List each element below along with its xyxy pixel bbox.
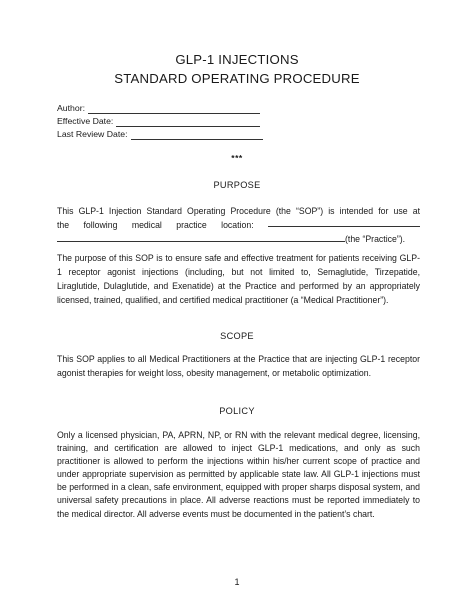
purpose-heading: PURPOSE: [213, 180, 261, 190]
last-review-date-label: Last Review Date:: [57, 129, 128, 139]
last-review-date-field: [57, 129, 263, 140]
word: practice: [176, 220, 207, 231]
document-subtitle: STANDARD OPERATING PROCEDURE: [114, 71, 360, 86]
last-review-date-blank-line: [131, 131, 263, 140]
purpose-paragraph-2: The purpose of this SOP is to ensure safe and effective treatment for patients receiving GLP-1 receptor agonist injections (including, but not limited to, Semaglutide, Tirzepatide, Liraglutide, Dulaglutide, and Exenatide) at the Practice and performed by an appropriately licensed, trained, qualified, and certified medical practitioner (a “Medical Practitioner”).: [57, 253, 420, 306]
word: the: [57, 220, 70, 231]
author-label: Author:: [57, 103, 86, 113]
purpose-p1-line2: [57, 218, 420, 232]
purpose-paragraph-1: [57, 204, 420, 246]
effective-date-label: Effective Date:: [57, 116, 114, 126]
author-blank-line: [88, 105, 260, 114]
word: medical: [131, 220, 162, 231]
effective-date-field: [57, 116, 260, 127]
scope-heading: SCOPE: [220, 331, 254, 341]
word: following: [83, 220, 118, 231]
policy-paragraph: Only a licensed physician, PA, APRN, NP, or RN with the relevant medical degree, licensing, training, and certification are allowed to inject GLP-1 medications, and only as such practitioner is allowed to perform the injections within his/her current scope of practice and under appropriate supervision as permitted by applicable state law. All GLP-1 injections must be performed in a clean, safe environment, equipped with proper sharps disposal system, and universal safety precautions in place. All adverse reactions must be reported immediately to the medical director. All adverse events must be documented in the patient’s chart.: [57, 430, 420, 519]
effective-date-blank-line: [116, 118, 260, 127]
scope-paragraph: This SOP applies to all Medical Practitioners at the Practice that are injecting GLP-1 receptor agonist therapies for weight loss, obesity management, or metabolic optimization.: [57, 354, 420, 379]
location-blank-line-2: [57, 233, 345, 242]
purpose-p1-line1: This GLP-1 Injection Standard Operating Procedure (the “SOP”) is intended for use at: [57, 206, 420, 216]
word: location:: [221, 220, 254, 231]
location-blank-line: [268, 218, 420, 227]
purpose-p1-line3: [57, 232, 420, 246]
practice-definition: (the “Practice”).: [345, 234, 406, 245]
section-separator: ***: [231, 153, 243, 163]
author-field: [57, 103, 260, 114]
document-title: GLP-1 INJECTIONS: [175, 52, 299, 67]
policy-heading: POLICY: [219, 406, 255, 416]
page-number: 1: [234, 577, 240, 587]
